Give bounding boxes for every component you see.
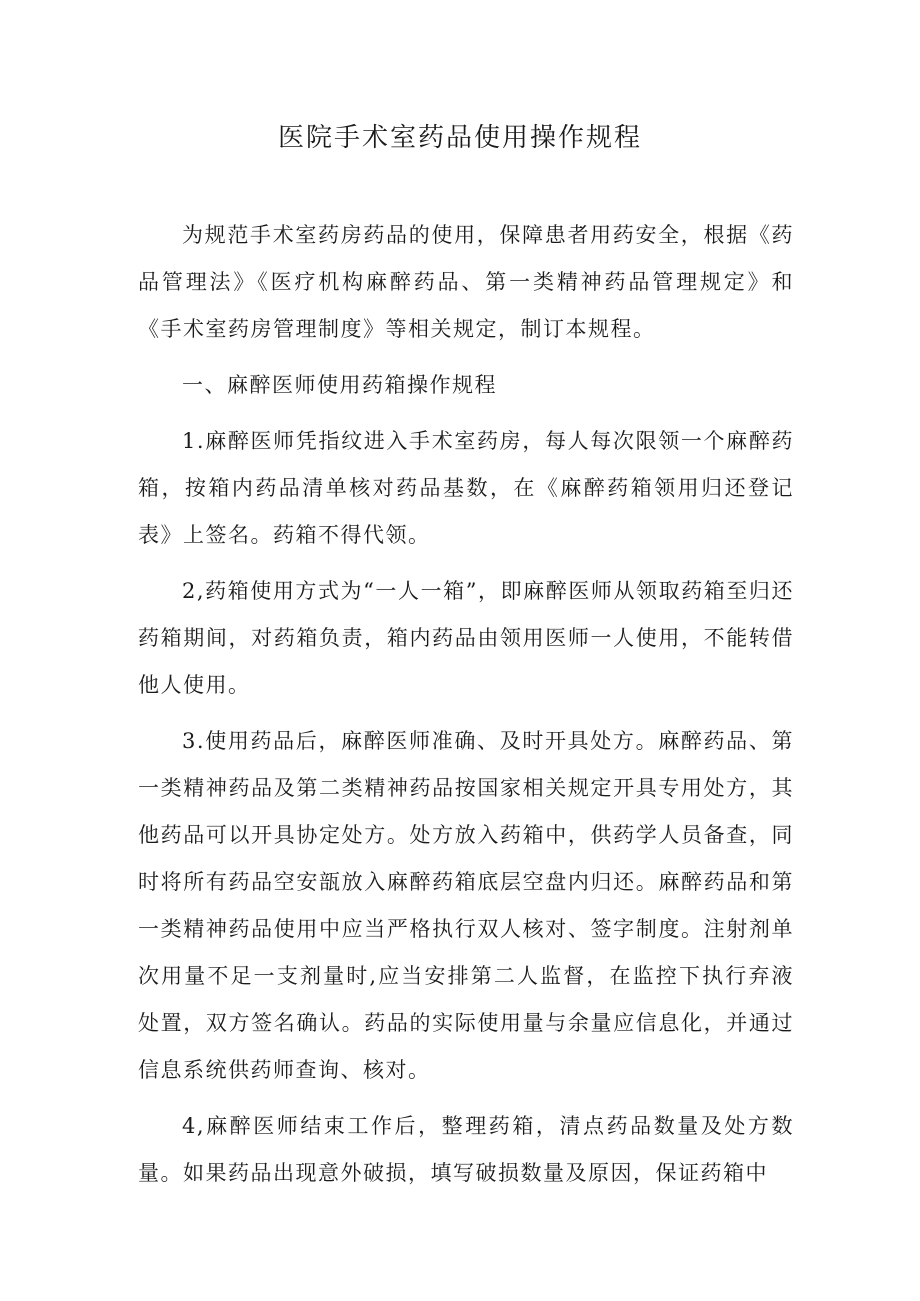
- rule-paragraph-1: 1.麻醉医师凭指纹进入手术室药房，每人每次限领一个麻醉药箱，按箱内药品清单核对药品基数，在《麻醉药箱领用归还登记表》上签名。药箱不得代领。: [138, 429, 794, 547]
- section-heading: 一、麻醉医师使用药箱操作规程: [182, 373, 497, 397]
- rule-paragraph-2: 2,药箱使用方式为“一人一箱”，即麻醉医师从领取药箱至归还药箱期间，对药箱负责，箱内药品由领用医师一人使用，不能转借他人使用。: [138, 579, 794, 697]
- document-body: [138, 212, 794, 1206]
- intro-paragraph: 为规范手术室药房药品的使用，保障患者用药安全，根据《药品管理法》《医疗机构麻醉药品、第一类精神药品管理规定》和《手术室药房管理制度》等相关规定，制订本规程。: [138, 223, 794, 341]
- rule-paragraph-3: 3.使用药品后，麻醉医师准确、及时开具处方。麻醉药品、第一类精神药品及第二类精神药品按国家相关规定开具专用处方，其他药品可以开具协定处方。处方放入药箱中，供药学人员备查，同时将所有药品空安瓿放入麻醉药箱底层空盘内归还。麻醉药品和第一类精神药品使用中应当严格执行双人核对、签字制度。注射剂单次用量不足一支剂量时,应当安排第二人监督，在监控下执行弃液处置，双方签名确认。药品的实际使用量与余量应信息化，并通过信息系统供药师查询、核对。: [138, 729, 794, 1082]
- document-title: 医院手术室药品使用操作规程: [277, 123, 642, 153]
- rule-paragraph-4: 4,麻醉医师结束工作后，整理药箱，清点药品数量及处方数量。如果药品出现意外破损，填写破损数量及原因，保证药箱中: [138, 1114, 794, 1185]
